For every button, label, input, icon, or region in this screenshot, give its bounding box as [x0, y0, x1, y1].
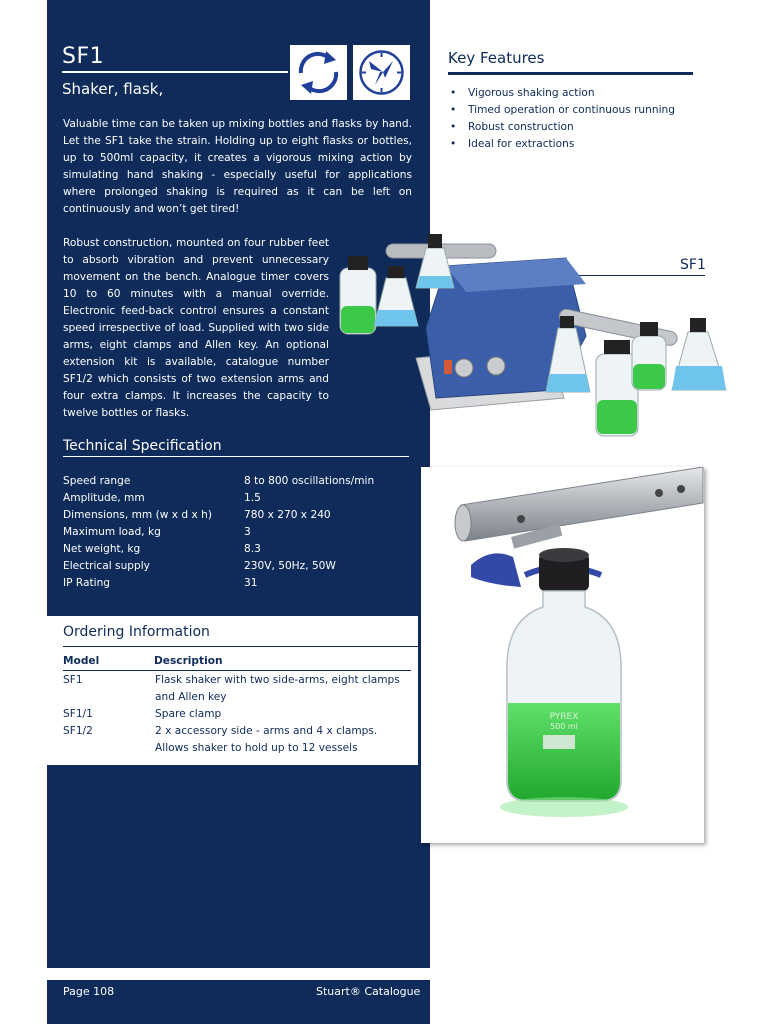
- spec-label: Electrical supply: [63, 560, 150, 572]
- tech-spec-rule: [63, 456, 409, 457]
- footer-divider: [47, 968, 430, 980]
- spec-label: IP Rating: [63, 577, 111, 589]
- spec-row: [63, 492, 413, 509]
- model-column-header: Model: [63, 655, 100, 667]
- tech-spec-title: Technical Specification: [63, 438, 222, 454]
- order-model: SF1/1: [63, 708, 93, 720]
- product-title: SF1: [62, 44, 105, 69]
- key-features-title: Key Features: [448, 49, 545, 67]
- description-column-header: Description: [154, 655, 223, 667]
- title-rule: [62, 71, 288, 73]
- spec-value: 230V, 50Hz, 50W: [244, 560, 336, 572]
- order-description: Spare clamp: [155, 708, 222, 720]
- product-subtitle: Shaker, flask,: [62, 80, 164, 98]
- rotation-arrows-icon: [290, 45, 347, 100]
- key-feature-item: • Timed operation or continuous running: [448, 102, 675, 119]
- order-description: Flask shaker with two side-arms, eight clamps: [155, 674, 400, 686]
- arm-end-cap: [455, 505, 471, 541]
- timer-knob: [487, 357, 505, 375]
- spec-value: 8.3: [244, 543, 261, 555]
- ordering-header-rule: [63, 670, 411, 671]
- spec-row: [63, 560, 413, 577]
- order-description: Allows shaker to hold up to 12 vessels: [155, 742, 358, 754]
- spec-row: [63, 526, 413, 543]
- spec-value: 1.5: [244, 492, 261, 504]
- control-knob: [455, 359, 473, 377]
- spec-label: Net weight, kg: [63, 543, 141, 555]
- key-feature-item: • Ideal for extractions: [448, 136, 675, 153]
- arm-hole: [677, 485, 685, 493]
- bottle-photo: [421, 467, 704, 843]
- ordering-info-rule: [63, 646, 418, 647]
- order-model: SF1/2: [63, 725, 93, 737]
- description-paragraph: Robust construction, mounted on four rubber feet to absorb vibration and prevent unnecessary movement on the bench. Analogue timer covers 10 to 60 minutes with a manual override. Electronic feed-back control ensures a constant speed irrespective of load. Supplied with two side arms, eight clamps and Allen key. An optional extension kit is available, catalogue number SF1/2 which consists of two extension arms and four extra clamps. It increases the capacity to twelve bottles or flasks.: [63, 237, 329, 419]
- spec-row: [63, 577, 413, 594]
- timer-clock-icon: [353, 45, 410, 100]
- key-features-list: [448, 85, 675, 153]
- spec-value: 780 x 270 x 240: [244, 509, 331, 521]
- key-feature-item: • Robust construction: [448, 119, 675, 136]
- intro-paragraph: Valuable time can be taken up mixing bottles and flasks by hand. Let the SF1 take the strain. Holding up to eight flasks or bottles, up to 500ml capacity, it creates a vigorous mixing action by simulating hand shaking - especially useful for applications where prolonged shaking is required as it can be left on continuously and won’t get tired!: [63, 118, 412, 215]
- spec-label: Amplitude, mm: [63, 492, 145, 504]
- arm-hole: [517, 515, 525, 523]
- spec-row: [63, 475, 413, 492]
- catalogue-name: Stuart® Catalogue: [316, 985, 421, 998]
- spec-row: [63, 509, 413, 526]
- order-description: 2 x accessory side - arms and 4 x clamps.: [155, 725, 378, 737]
- bottle-label-patch: [543, 735, 575, 749]
- spec-value: 31: [244, 577, 258, 589]
- flask-blue-left: [374, 266, 418, 326]
- order-model: SF1: [63, 674, 83, 686]
- bottle-volume: 500 ml: [550, 722, 578, 731]
- photo-label: SF1: [680, 257, 706, 273]
- spec-label: Speed range: [63, 475, 131, 487]
- flask-blue-right-2: [672, 318, 726, 390]
- shaker-photo: [336, 228, 731, 440]
- flask-green-left: [340, 256, 376, 334]
- clamp-thumbscrew: [471, 553, 521, 587]
- spec-row: [63, 543, 413, 560]
- page-number: Page 108: [63, 985, 115, 998]
- spec-value: 8 to 800 oscillations/min: [244, 475, 375, 487]
- key-feature-item: • Vigorous shaking action: [448, 85, 675, 102]
- accessory-arm: [461, 467, 703, 541]
- cap-top: [539, 548, 589, 562]
- order-description: and Allen key: [155, 691, 227, 703]
- ordering-info-title: Ordering Information: [63, 624, 210, 640]
- power-switch: [444, 360, 452, 374]
- bottle-brand: PYREX: [549, 712, 579, 722]
- arm-hole: [655, 489, 663, 497]
- flask-blue-rear: [416, 234, 454, 288]
- spec-value: 3: [244, 526, 251, 538]
- liquid-glow: [500, 797, 628, 817]
- spec-label: Dimensions, mm (w x d x h): [63, 509, 212, 521]
- key-features-rule: [448, 72, 693, 75]
- spec-label: Maximum load, kg: [63, 526, 161, 538]
